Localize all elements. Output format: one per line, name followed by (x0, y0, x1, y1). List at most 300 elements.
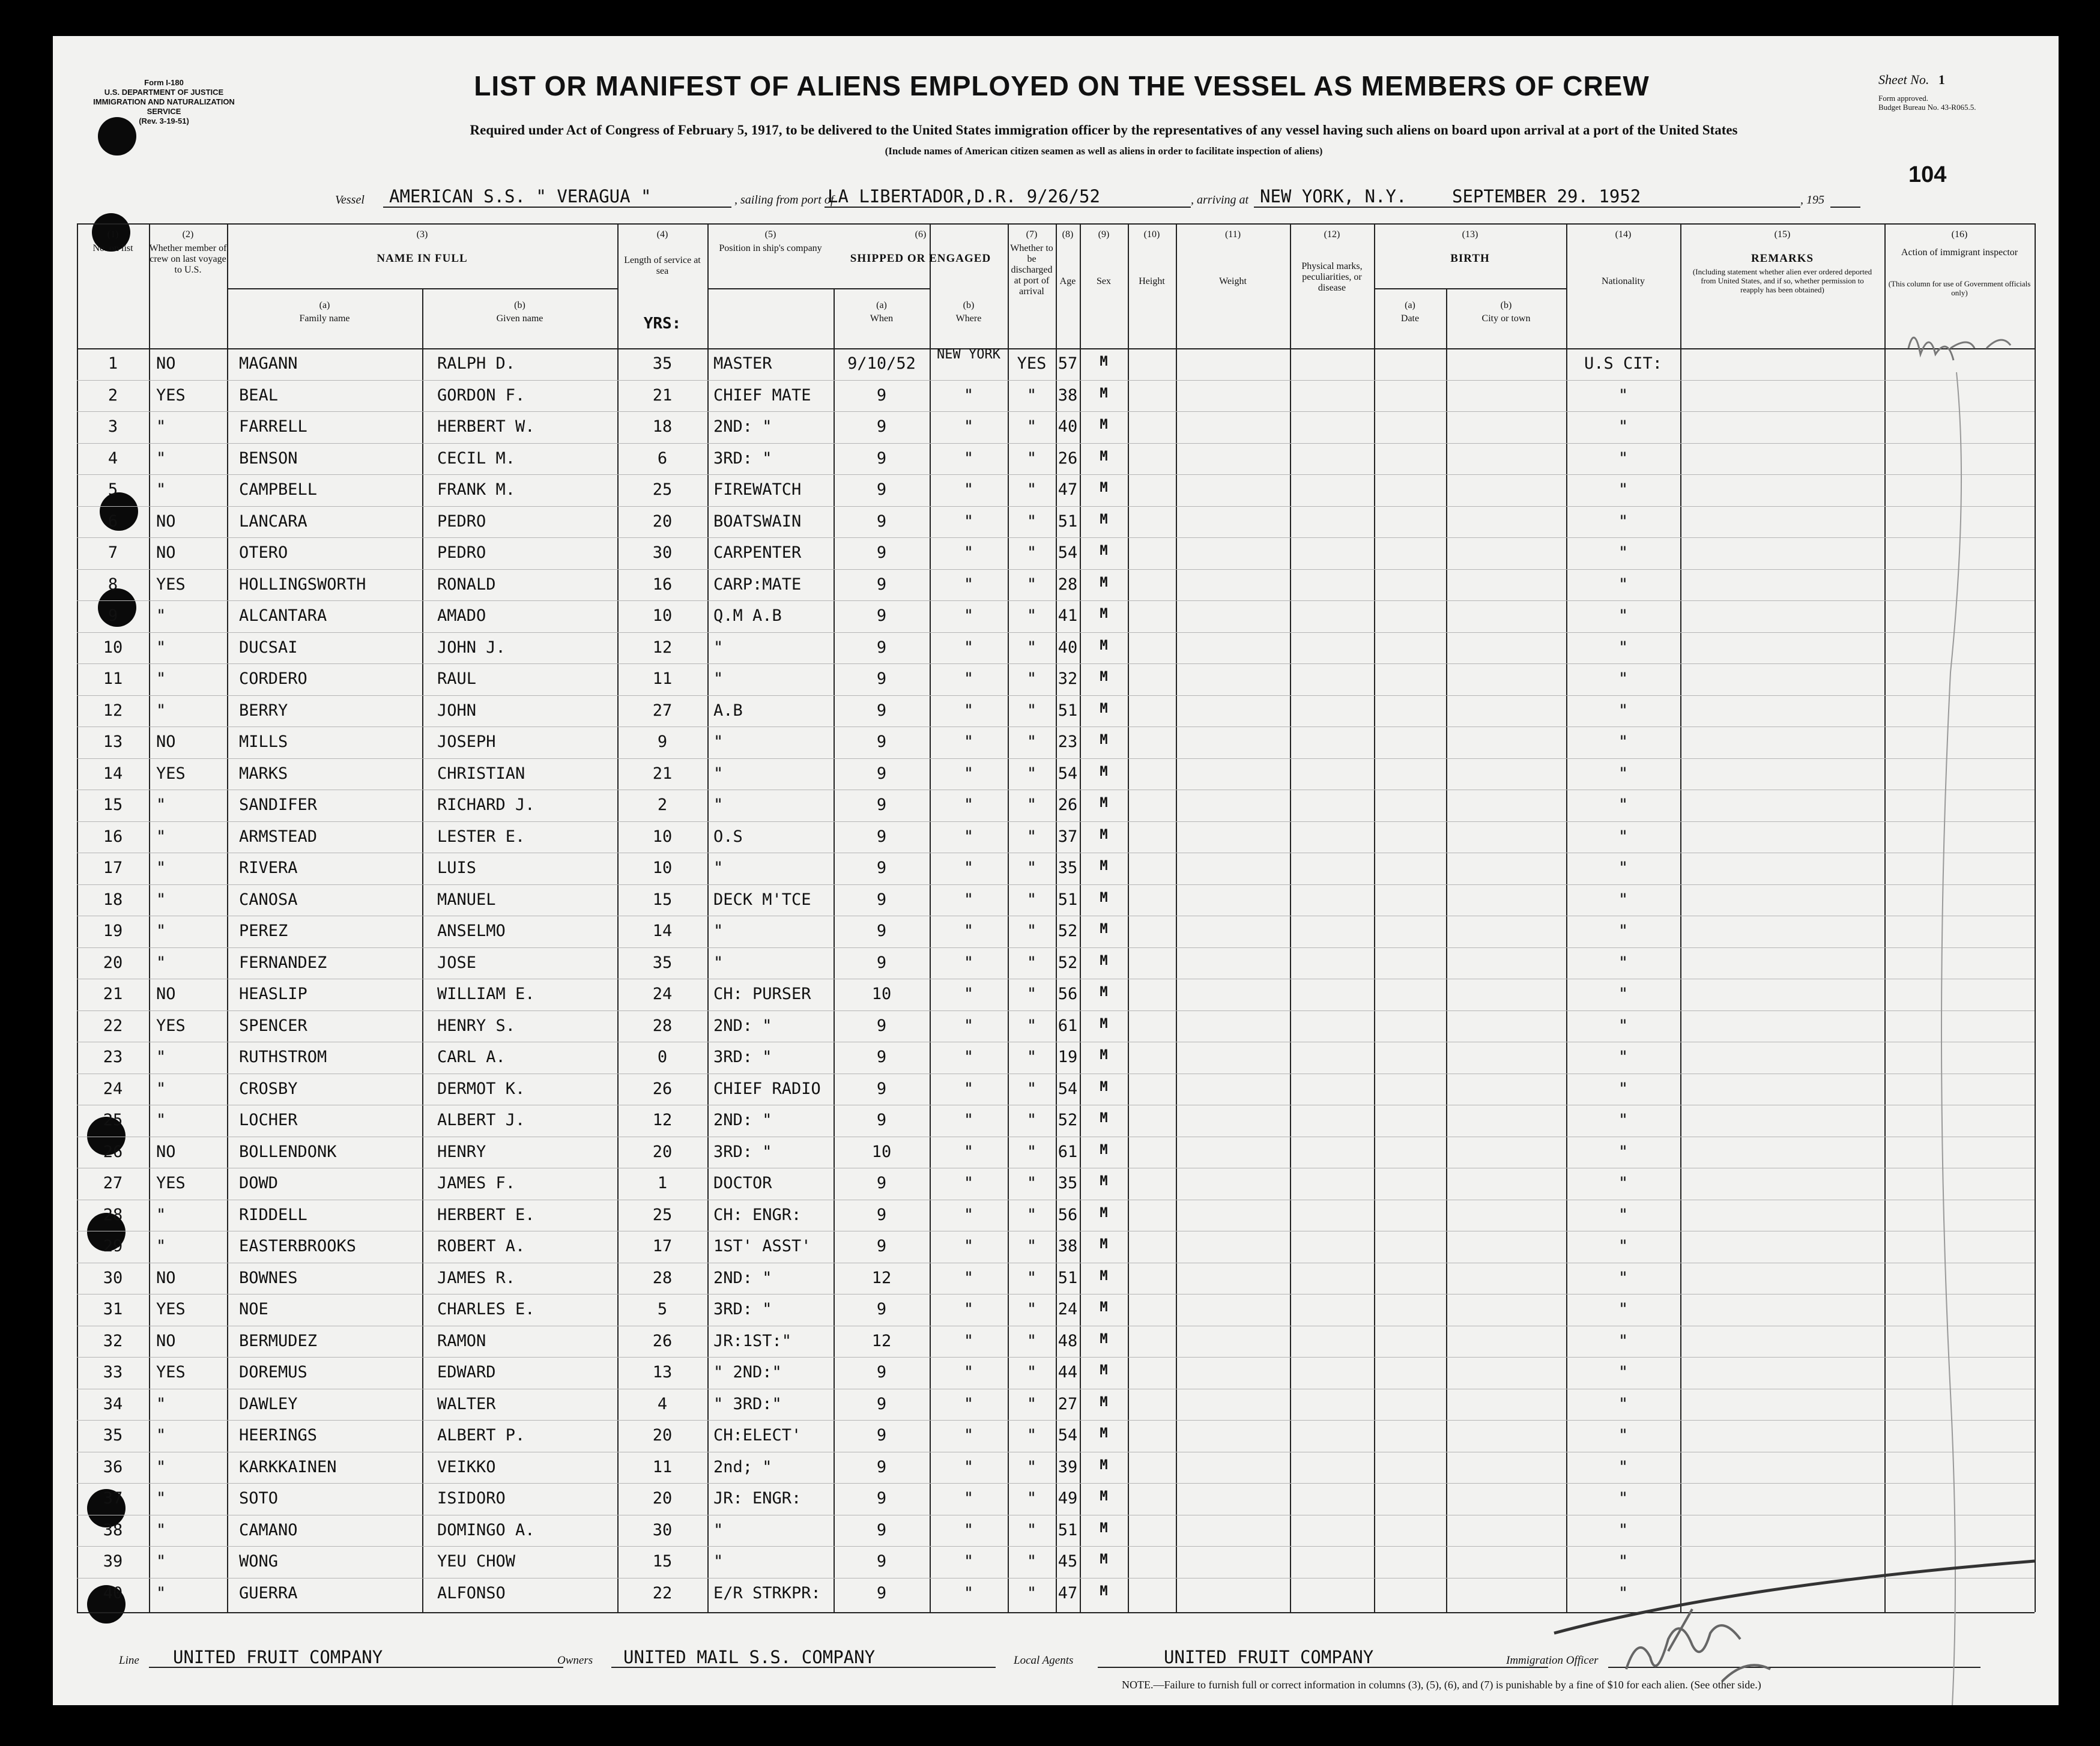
given-name: MANUEL (437, 890, 496, 909)
shipped-when: 9 (876, 1583, 887, 1603)
family-name: MARKS (239, 764, 288, 783)
discharged: " (1026, 1079, 1037, 1098)
sex: M (1100, 733, 1108, 748)
service-years: 11 (652, 669, 673, 688)
discharged: " (1026, 859, 1037, 877)
service: IMMIGRATION AND NATURALIZATION SERVICE (93, 97, 235, 116)
age: 37 (1058, 827, 1078, 846)
service-years: 12 (652, 638, 673, 657)
prev-voyage: " (156, 1520, 166, 1539)
col1-label: No. on list (92, 243, 133, 253)
discharged: " (1026, 1394, 1037, 1413)
service-years: 35 (652, 953, 673, 972)
shipped-where: " (963, 1048, 974, 1066)
position: 1ST' ASST' (713, 1237, 811, 1255)
position: A.B (713, 701, 743, 720)
shipped-when: 9 (876, 449, 887, 468)
arriving-label: , arriving at (1191, 193, 1249, 207)
age: 52 (1058, 953, 1078, 972)
given-name: RAUL (437, 669, 477, 688)
shipped-where: " (963, 1552, 974, 1571)
arrival-date: SEPTEMBER 29. 1952 (1452, 186, 1641, 207)
sex: M (1100, 512, 1108, 527)
position: CHIEF MATE (713, 385, 811, 405)
nationality: " (1618, 1142, 1629, 1161)
shipped-where: " (963, 1142, 974, 1161)
age: 54 (1058, 1426, 1078, 1445)
sex: M (1100, 1394, 1108, 1410)
discharged: " (1026, 985, 1037, 1003)
position: DOCTOR (713, 1174, 772, 1192)
shipped-when: 9 (876, 1205, 887, 1224)
prev-voyage: " (156, 953, 166, 972)
given-name: CHARLES E. (437, 1300, 535, 1319)
inspector-line (1941, 372, 1961, 1705)
row-number: 16 (103, 827, 123, 846)
row-number: 23 (103, 1048, 123, 1066)
service-years: 25 (652, 1205, 673, 1224)
shipped-when: 10 (871, 1142, 892, 1161)
given-name: JOSE (437, 953, 477, 972)
prev-voyage: " (156, 922, 166, 940)
discharged: " (1026, 827, 1037, 846)
col10-label: Height (1139, 276, 1165, 286)
age: 41 (1058, 606, 1078, 625)
position: " 3RD:" (713, 1394, 782, 1413)
age: 51 (1058, 890, 1078, 909)
col15-label: REMARKS (1751, 252, 1814, 265)
service-years: 26 (652, 1331, 673, 1350)
sex: M (1100, 417, 1108, 432)
col4-num: (4) (656, 229, 668, 240)
row-number: 27 (103, 1174, 123, 1192)
position: " (713, 669, 724, 688)
row-number: 29 (103, 1237, 123, 1255)
col6-num: (6) (915, 229, 927, 240)
discharged: " (1026, 1363, 1037, 1382)
col16-num: (16) (1951, 229, 1968, 240)
shipped-when: 10 (871, 985, 892, 1003)
given-name: CHRISTIAN (437, 764, 525, 783)
row-number: 12 (103, 701, 123, 720)
discharged: " (1026, 575, 1037, 594)
service-years: 25 (652, 480, 673, 499)
discharged: " (1026, 638, 1037, 657)
prev-voyage: YES (156, 1300, 186, 1319)
row-number: 33 (103, 1363, 123, 1382)
row-number: 3 (107, 417, 118, 436)
family-name: BEAL (239, 385, 279, 405)
shipped-when: 9 (876, 1520, 887, 1539)
age: 23 (1058, 733, 1078, 751)
age: 40 (1058, 638, 1078, 657)
approval-text: Form approved. (1878, 94, 1929, 103)
row-number: 34 (103, 1394, 123, 1413)
service-years: 14 (652, 922, 673, 940)
given-name: ALBERT P. (437, 1426, 525, 1445)
family-name: ARMSTEAD (239, 827, 318, 846)
service-years: 20 (652, 1489, 673, 1508)
family-name: FERNANDEZ (239, 953, 327, 972)
discharged: " (1026, 701, 1037, 720)
given-name: PEDRO (437, 512, 486, 531)
service-years: 4 (657, 1394, 668, 1413)
shipped-where: " (963, 859, 974, 877)
age: 61 (1058, 1016, 1078, 1035)
service-years: 13 (652, 1363, 673, 1382)
col4-unit: YRS: (643, 315, 682, 333)
family-name: FARRELL (239, 417, 307, 436)
shipped-when: 9 (876, 1237, 887, 1255)
row-number: 25 (103, 1111, 123, 1129)
prev-voyage: " (156, 1394, 166, 1413)
nationality: U.S CIT: (1584, 354, 1663, 373)
service-years: 27 (652, 701, 673, 720)
shipped-when: 12 (871, 1268, 892, 1287)
discharged: " (1026, 733, 1037, 751)
age: 38 (1058, 1237, 1078, 1255)
given-name: ALFONSO (437, 1583, 506, 1603)
given-name: LESTER E. (437, 827, 525, 846)
col2-label: Whether member of crew on last voyage to U.S. (149, 243, 227, 275)
sex: M (1100, 385, 1108, 401)
nationality: " (1618, 1426, 1629, 1445)
position: " (713, 1552, 724, 1571)
given-name: JAMES F. (437, 1174, 516, 1192)
family-name: NOE (239, 1300, 268, 1319)
row-number: 5 (107, 480, 118, 499)
discharged: " (1026, 1300, 1037, 1319)
nationality: " (1618, 1394, 1629, 1413)
nationality: " (1618, 859, 1629, 877)
nationality: " (1618, 953, 1629, 972)
col16-label: Action of immigrant inspector (1901, 247, 2018, 258)
shipped-where: " (963, 1426, 974, 1445)
shipped-when: 9 (876, 1048, 887, 1066)
service-years: 24 (652, 985, 673, 1003)
nationality: " (1618, 1457, 1629, 1476)
shipped-when: 12 (871, 1331, 892, 1350)
family-name: RUTHSTROM (239, 1048, 327, 1066)
shipped-when: 9 (876, 1457, 887, 1476)
col13b-num: (b) (1500, 300, 1512, 310)
shipped-when: 9/10/52 (847, 354, 916, 373)
prev-voyage: NO (156, 354, 176, 373)
nationality: " (1618, 1079, 1629, 1098)
service-years: 0 (657, 1048, 668, 1066)
age: 54 (1058, 1079, 1078, 1098)
service-years: 28 (652, 1016, 673, 1035)
given-name: HENRY S. (437, 1016, 516, 1035)
discharged: " (1026, 1552, 1037, 1571)
nationality: " (1618, 1111, 1629, 1129)
position: 2ND: " (713, 1016, 772, 1035)
shipped-where: " (963, 575, 974, 594)
col13b-label: City or town (1481, 313, 1531, 324)
position: 2ND: " (713, 1268, 772, 1287)
position: JR:1ST:" (713, 1331, 792, 1350)
nationality: " (1618, 606, 1629, 625)
discharged: " (1026, 449, 1037, 468)
shipped-when: 9 (876, 385, 887, 405)
shipped-where: " (963, 1489, 974, 1508)
shipped-where: " (963, 512, 974, 531)
discharged: " (1026, 480, 1037, 499)
shipped-when: 9 (876, 1489, 887, 1508)
discharged: " (1026, 1331, 1037, 1350)
given-name: DOMINGO A. (437, 1520, 535, 1539)
position: E/R STRKPR: (713, 1583, 821, 1603)
col13-num: (13) (1462, 229, 1478, 240)
prev-voyage: " (156, 1111, 166, 1129)
position: CARPENTER (713, 543, 802, 562)
col14-num: (14) (1615, 229, 1632, 240)
col3a-label: Family name (299, 313, 350, 324)
revision: (Rev. 3-19-51) (139, 116, 189, 125)
row-number: 37 (103, 1489, 123, 1508)
discharged: " (1026, 796, 1037, 814)
form-subtitle: Required under Act of Congress of February 5, 1917, to be delivered to the United States immigration officer by the representatives of any vessel having such aliens on board upon arrival at a port of the United States (470, 122, 1738, 137)
position: 2ND: " (713, 1111, 772, 1129)
prev-voyage: YES (156, 1363, 186, 1382)
shipped-where: " (963, 733, 974, 751)
nationality: " (1618, 638, 1629, 657)
age: 56 (1058, 1205, 1078, 1224)
nationality: " (1618, 922, 1629, 940)
shipped-where: " (963, 701, 974, 720)
shipped-when: 9 (876, 1363, 887, 1382)
row-number: 2 (107, 385, 118, 405)
col15-num: (15) (1774, 229, 1791, 240)
row-number: 40 (103, 1583, 123, 1603)
given-name: LUIS (437, 859, 477, 877)
age: 19 (1058, 1048, 1078, 1066)
given-name: AMADO (437, 606, 486, 625)
nationality: " (1618, 1268, 1629, 1287)
age: 57 (1058, 354, 1078, 373)
col6b-num: (b) (963, 300, 975, 310)
prev-voyage: " (156, 1048, 166, 1066)
service-years: 5 (657, 1300, 668, 1319)
col6a-num: (a) (876, 300, 887, 310)
nationality: " (1618, 701, 1629, 720)
col6-label: SHIPPED OR ENGAGED (850, 252, 991, 265)
age: 54 (1058, 764, 1078, 783)
col2-num: (2) (182, 229, 194, 240)
service-years: 20 (652, 512, 673, 531)
nationality: " (1618, 1237, 1629, 1255)
row-number: 4 (107, 449, 118, 468)
discharged: " (1026, 1174, 1037, 1192)
sex: M (1100, 1205, 1108, 1221)
position: CHIEF RADIO (713, 1079, 821, 1098)
service-years: 20 (652, 1426, 673, 1445)
col7-label: Whether to be discharged at port of arrival (1010, 243, 1053, 297)
family-name: DOWD (239, 1174, 279, 1192)
family-name: SANDIFER (239, 796, 318, 814)
service-years: 10 (652, 606, 673, 625)
row-number: 13 (103, 733, 123, 751)
position: " (713, 733, 724, 751)
shipped-where: " (963, 985, 974, 1003)
shipped-when: 9 (876, 606, 887, 625)
form-number: Form I-180 (144, 78, 184, 87)
row-number: 32 (103, 1331, 123, 1350)
family-name: CORDERO (239, 669, 307, 688)
given-name: JOHN J. (437, 638, 506, 657)
position: " (713, 764, 724, 783)
age: 49 (1058, 1489, 1078, 1508)
nationality: " (1618, 1331, 1629, 1350)
col3-label: NAME IN FULL (377, 252, 468, 265)
nationality: " (1618, 480, 1629, 499)
sex: M (1100, 796, 1108, 811)
shipped-where: " (963, 480, 974, 499)
col8-label: Age (1059, 276, 1076, 286)
family-name: WONG (239, 1552, 279, 1571)
shipped-when: 9 (876, 1174, 887, 1192)
sex: M (1100, 1079, 1108, 1095)
col3b-label: Given name (496, 313, 543, 324)
shipped-when: 9 (876, 480, 887, 499)
prev-voyage: " (156, 1205, 166, 1224)
service-years: 12 (652, 1111, 673, 1129)
service-years: 22 (652, 1583, 673, 1603)
row-number: 31 (103, 1300, 123, 1319)
service-years: 21 (652, 764, 673, 783)
prev-voyage: NO (156, 1268, 176, 1287)
position: MASTER (713, 354, 772, 373)
discharged: " (1026, 1237, 1037, 1255)
officer-label: Immigration Officer (1506, 1654, 1599, 1667)
given-name: RICHARD J. (437, 796, 535, 814)
family-name: SPENCER (239, 1016, 307, 1035)
service-years: 18 (652, 417, 673, 436)
given-name: RONALD (437, 575, 496, 594)
given-name: CECIL M. (437, 449, 516, 468)
prev-voyage: NO (156, 512, 176, 531)
sex: M (1100, 354, 1108, 369)
shipped-where: " (963, 1237, 974, 1255)
family-name: CAMPBELL (239, 480, 318, 499)
row-number: 36 (103, 1457, 123, 1476)
position: " (713, 638, 724, 657)
given-name: JAMES R. (437, 1268, 516, 1287)
row-number: 35 (103, 1426, 123, 1445)
prev-voyage: " (156, 1457, 166, 1476)
col5-label: Position in ship's company (719, 243, 822, 253)
footer-note: NOTE.—Failure to furnish full or correct information in columns (3), (5), (6), and (7) is punishable by a fine of $10 for each alien. (See other side.) (1122, 1679, 1761, 1691)
prev-voyage: " (156, 1079, 166, 1098)
shipped-where: " (963, 796, 974, 814)
position: CH: ENGR: (713, 1205, 802, 1224)
shipped-when: 9 (876, 512, 887, 531)
nationality: " (1618, 669, 1629, 688)
family-name: DOREMUS (239, 1363, 307, 1382)
family-name: KARKKAINEN (239, 1457, 337, 1476)
family-name: MAGANN (239, 354, 298, 373)
nationality: " (1618, 796, 1629, 814)
prev-voyage: YES (156, 575, 186, 594)
service-years: 21 (652, 385, 673, 405)
shipped-where: " (963, 449, 974, 468)
vessel-name: AMERICAN S.S. " VERAGUA " (389, 186, 652, 207)
family-name: CAMANO (239, 1520, 298, 1539)
family-name: DAWLEY (239, 1394, 298, 1413)
shipped-where: " (963, 890, 974, 909)
service-years: 2 (657, 796, 668, 814)
sex: M (1100, 859, 1108, 874)
family-name: LANCARA (239, 512, 307, 531)
nationality: " (1618, 733, 1629, 751)
sheet-value: 1 (1938, 72, 1945, 87)
sailing-label: , sailing from port of (734, 193, 834, 207)
given-name: VEIKKO (437, 1457, 496, 1476)
family-name: DUCSAI (239, 638, 298, 657)
prev-voyage: " (156, 480, 166, 499)
age: 47 (1058, 480, 1078, 499)
sex: M (1100, 890, 1108, 905)
nationality: " (1618, 985, 1629, 1003)
position: 3RD: " (713, 1142, 772, 1161)
service-years: 35 (652, 354, 673, 373)
prev-voyage: " (156, 890, 166, 909)
shipped-where: " (963, 1205, 974, 1224)
discharged: " (1026, 953, 1037, 972)
prev-voyage: " (156, 827, 166, 846)
col9-label: Sex (1097, 276, 1111, 286)
position: " (713, 1520, 724, 1539)
shipped-when: 9 (876, 796, 887, 814)
col8-num: (8) (1062, 229, 1074, 240)
service-years: 20 (652, 1142, 673, 1161)
discharged: " (1026, 1111, 1037, 1129)
row-number: 39 (103, 1552, 123, 1571)
service-years: 30 (652, 1520, 673, 1539)
prev-voyage: YES (156, 1174, 186, 1192)
nationality: " (1618, 1583, 1629, 1603)
family-name: BENSON (239, 449, 298, 468)
discharged: " (1026, 764, 1037, 783)
sex: M (1100, 985, 1108, 1000)
discharged: " (1026, 606, 1037, 625)
nationality: " (1618, 1520, 1629, 1539)
age: 61 (1058, 1142, 1078, 1161)
port-from: LA LIBERTADOR,D.R. 9/26/52 (828, 186, 1100, 207)
col13a-num: (a) (1405, 300, 1415, 310)
shipped-where: " (963, 764, 974, 783)
sex: M (1100, 638, 1108, 653)
col1-num: (1) (107, 229, 119, 240)
sex: M (1100, 1583, 1108, 1599)
age: 27 (1058, 1394, 1078, 1413)
shipped-where: " (963, 1300, 974, 1319)
age: 47 (1058, 1583, 1078, 1603)
shipped-where: " (963, 922, 974, 940)
service-years: 26 (652, 1079, 673, 1098)
age: 51 (1058, 1268, 1078, 1287)
shipped-where: " (963, 606, 974, 625)
family-name: EASTERBROOKS (239, 1237, 357, 1255)
discharged: " (1026, 385, 1037, 405)
shipped-when: 9 (876, 638, 887, 657)
officer-stroke (1554, 1561, 2035, 1633)
position: CARP:MATE (713, 575, 802, 594)
given-name: RAMON (437, 1331, 486, 1350)
nationality: " (1618, 827, 1629, 846)
sex: M (1100, 1142, 1108, 1158)
prev-voyage: " (156, 1426, 166, 1445)
